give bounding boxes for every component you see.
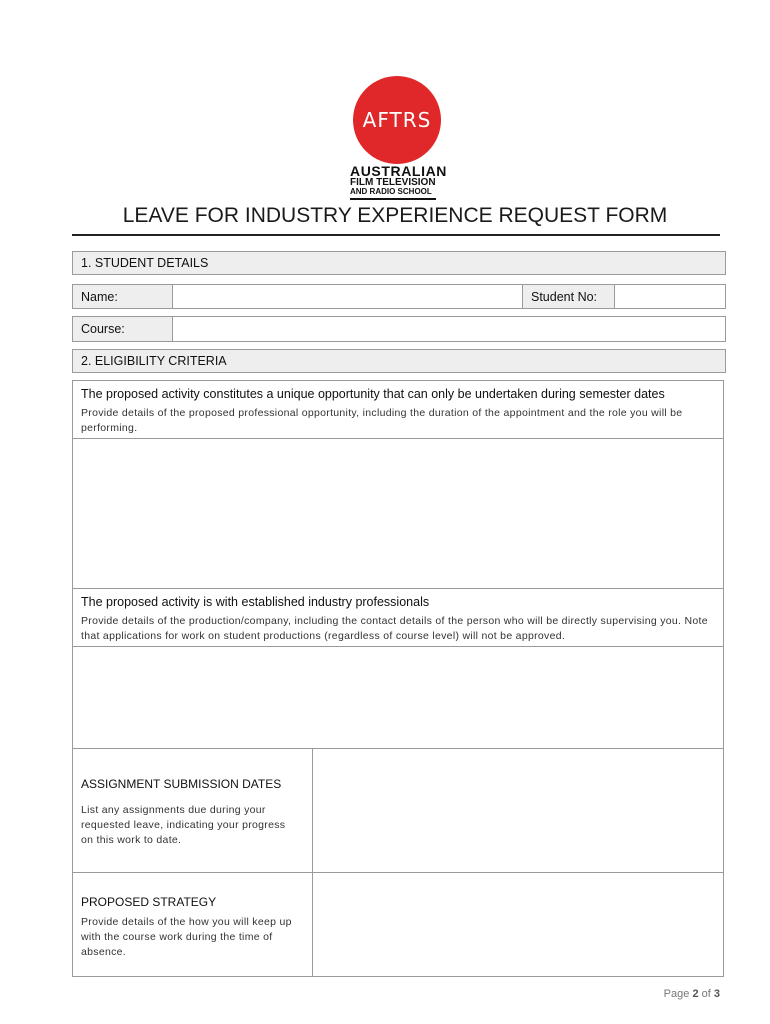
name-field[interactable]	[172, 284, 523, 309]
strategy-title: PROPOSED STRATEGY	[81, 895, 217, 909]
strategy-desc: Provide details of the how you will keep up with the course work during the time of absence.	[81, 916, 292, 958]
name-label: Name:	[72, 284, 173, 309]
logo-line-3: AND RADIO SCHOOL	[350, 187, 432, 196]
logo-line-1: AUSTRALIAN	[350, 163, 447, 179]
logo-wordmark	[350, 164, 450, 200]
title-divider	[72, 234, 720, 236]
assignments-label-cell	[72, 748, 313, 873]
logo-line-2: FILM TELEVISION	[350, 177, 436, 188]
page-total: 3	[713, 988, 720, 1000]
form-title: LEAVE FOR INDUSTRY EXPERIENCE REQUEST FORM	[122, 204, 668, 227]
student-no-field[interactable]	[614, 284, 726, 309]
logo-mark: AFTRS	[353, 76, 441, 164]
logo-underline	[350, 198, 436, 200]
section-header-student-details: 1. STUDENT DETAILS	[72, 251, 726, 275]
criterion-professionals-header	[72, 588, 724, 647]
course-field[interactable]	[172, 316, 726, 342]
strategy-label-cell	[72, 872, 313, 977]
page-of-word: of	[701, 988, 711, 1000]
assignments-response[interactable]	[312, 748, 724, 873]
criterion-unique-header	[72, 380, 724, 439]
section-header-eligibility: 2. ELIGIBILITY CRITERIA	[72, 349, 726, 373]
criterion-professionals-desc: Provide details of the production/company, including the contact details of the person who will be directly supervising you. Note that applications for work on student productions (regardless of course level) will not be approved.	[81, 615, 708, 642]
criterion-unique-response[interactable]	[72, 438, 724, 589]
page-current: 2	[692, 988, 699, 1000]
criterion-unique-title: The proposed activity constitutes a unique opportunity that can only be undertaken during semester dates	[81, 387, 665, 401]
criterion-unique-desc: Provide details of the proposed professional opportunity, including the duration of the appointment and the role you will be performing.	[81, 407, 683, 434]
assignments-desc: List any assignments due during your requested leave, indicating your progress on this work to date.	[81, 804, 286, 846]
assignments-title: ASSIGNMENT SUBMISSION DATES	[81, 777, 282, 791]
student-no-label: Student No:	[522, 284, 615, 309]
criterion-professionals-response[interactable]	[72, 646, 724, 749]
page-word: Page	[663, 988, 690, 1000]
aftrs-logo	[340, 76, 450, 200]
course-label: Course:	[72, 316, 173, 342]
criterion-professionals-title: The proposed activity is with established industry professionals	[81, 595, 430, 609]
strategy-response[interactable]	[312, 872, 724, 977]
page-number	[620, 988, 720, 1000]
